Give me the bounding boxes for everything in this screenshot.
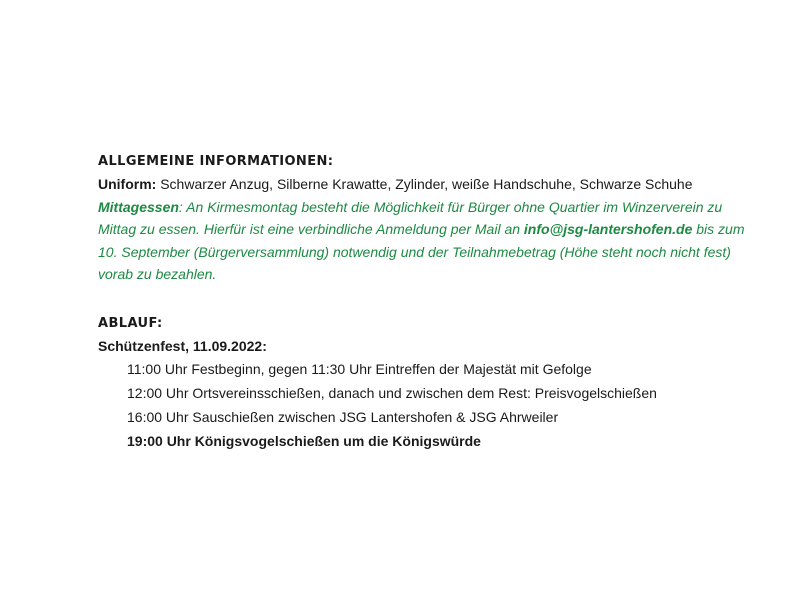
lunch-line-2: [98, 218, 745, 241]
lunch-email-link[interactable]: info@jsg-lantershofen.de: [523, 221, 693, 237]
general-info-heading: ALLGEMEINE INFORMATIONEN:: [98, 154, 334, 169]
uniform-line: [98, 173, 738, 196]
schedule-day-title: Schützenfest, 11.09.2022:: [98, 337, 267, 354]
lunch-line-3: 10. September (Bürgerversammlung) notwendig und der Teilnahmebetrag (Höhe steht noch nicht fest): [98, 243, 731, 260]
lunch-line-1: [98, 196, 738, 219]
lunch-text-2a: Mittag zu essen. Hierfür ist eine verbindliche Anmeldung per Mail an: [98, 221, 524, 237]
lunch-label: Mittagessen: [98, 198, 179, 215]
schedule-heading: ABLAUF:: [98, 315, 163, 331]
document-content: [98, 151, 745, 453]
schedule-item-highlight: 19:00 Uhr Königsvogelschießen um die Königswürde: [127, 433, 481, 449]
lunch-line-4: vorab zu bezahlen.: [98, 266, 217, 282]
schedule-item: 12:00 Uhr Ortsvereinsschießen, danach und zwischen dem Rest: Preisvogelschießen: [127, 385, 657, 401]
lunch-text-1: : An Kirmesmontag besteht die Möglichkeit für Bürger ohne Quartier im Winzerverein zu: [178, 198, 723, 215]
lunch-paragraph: [98, 196, 745, 286]
schedule-item: 11:00 Uhr Festbeginn, gegen 11:30 Uhr Eintreffen der Majestät mit Gefolge: [127, 361, 592, 377]
uniform-label: Uniform:: [98, 176, 157, 192]
schedule-item: 16:00 Uhr Sauschießen zwischen JSG Lantershofen & JSG Ahrweiler: [127, 409, 559, 425]
uniform-text: Schwarzer Anzug, Silberne Krawatte, Zylinder, weiße Handschuhe, Schwarze Schuhe: [156, 176, 693, 192]
lunch-text-2b: bis zum: [692, 221, 745, 237]
section-spacer: [98, 286, 738, 308]
